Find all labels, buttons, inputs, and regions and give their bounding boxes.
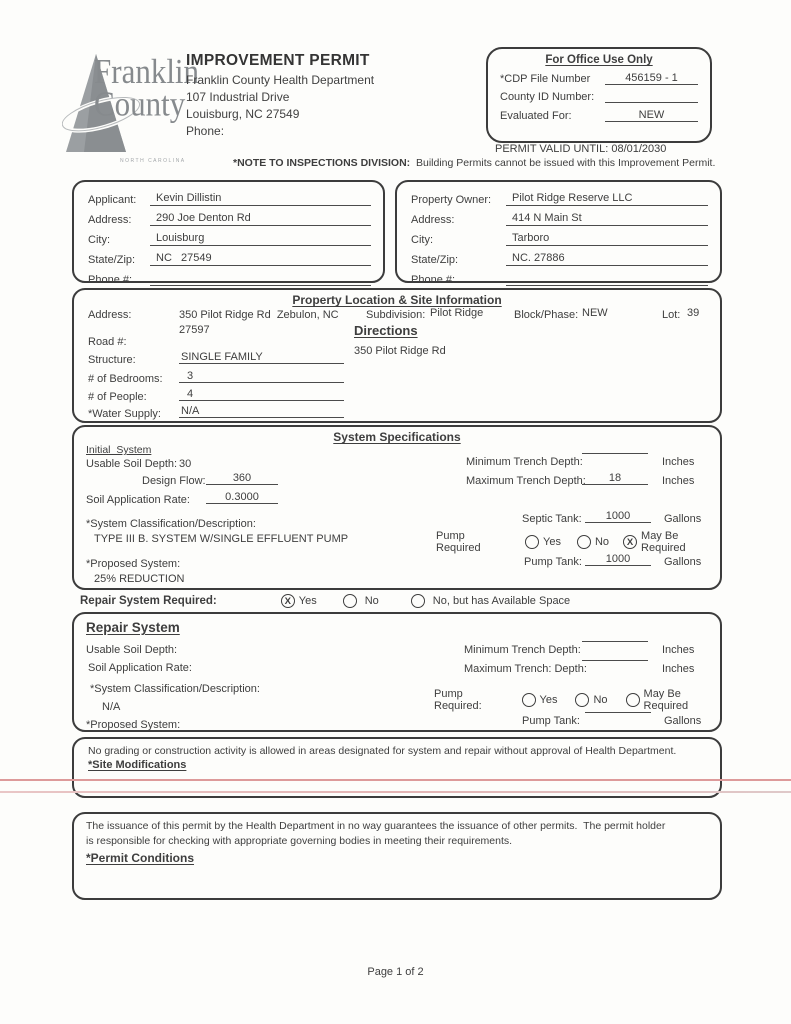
directions-title: Directions bbox=[354, 323, 418, 338]
water-supply-label: *Water Supply: bbox=[88, 408, 161, 420]
page-title: IMPROVEMENT PERMIT bbox=[186, 52, 370, 69]
owner-name-row bbox=[411, 192, 708, 206]
subdivision-label: Subdivision: bbox=[366, 309, 426, 321]
page-number: Page 1 of 2 bbox=[367, 966, 424, 978]
site-modifications-note: No grading or construction activity is allowed in areas designated for system and repair without approval of Health Department. bbox=[88, 745, 677, 757]
directions-value: 350 Pilot Ridge Rd bbox=[354, 345, 446, 357]
property-owner-box bbox=[395, 180, 722, 286]
system-classification-value: TYPE III B. SYSTEM W/SINGLE EFFLUENT PUMP bbox=[94, 533, 349, 545]
repair-classification-value: N/A bbox=[102, 701, 121, 713]
applicant-city-value: Louisburg bbox=[150, 232, 371, 246]
water-supply-value: N/A bbox=[179, 405, 344, 418]
location-section-title: Property Location & Site Information bbox=[292, 293, 502, 307]
inspections-note-text: Building Permits cannot be issued with this Improvement Permit. bbox=[410, 157, 716, 169]
site-modifications-title: *Site Modifications bbox=[88, 759, 187, 771]
min-trench-depth-value bbox=[582, 453, 648, 454]
repair-required-yes-radio bbox=[281, 594, 295, 608]
repair-required-label: Repair System Required: bbox=[80, 595, 217, 607]
header-title-block bbox=[186, 52, 374, 138]
min-trench-depth-label: Minimum Trench Depth: bbox=[466, 456, 583, 468]
pump-maybe-radio bbox=[623, 535, 637, 549]
soil-application-rate-value: 0.3000 bbox=[206, 491, 278, 504]
applicant-phone-row bbox=[88, 272, 371, 286]
inspections-note-bold: *NOTE TO INSPECTIONS DIVISION: bbox=[233, 157, 411, 169]
septic-gallons-unit: Gallons bbox=[664, 513, 702, 525]
subdivision-value: Pilot Ridge bbox=[430, 307, 484, 319]
property-location-box bbox=[72, 288, 722, 423]
design-flow-value: 360 bbox=[206, 472, 278, 485]
pump-tank-label: Pump Tank: bbox=[524, 556, 582, 568]
initial-system-label: Initial System bbox=[86, 444, 152, 456]
septic-tank-label: Septic Tank: bbox=[522, 513, 582, 525]
pump-yes-radio bbox=[525, 535, 539, 549]
permit-conditions-note2: is responsible for checking with appropriate governing bodies in meeting their requirements. bbox=[86, 835, 513, 847]
pump-no-radio bbox=[577, 535, 591, 549]
applicant-box bbox=[72, 180, 385, 286]
permit-conditions-box bbox=[72, 812, 722, 900]
repair-pump-yes-label: Yes bbox=[539, 694, 558, 706]
block-phase-label: Block/Phase: bbox=[514, 309, 579, 321]
inspections-note bbox=[233, 157, 715, 169]
repair-system-title: Repair System bbox=[86, 620, 180, 635]
applicant-phone-label: Phone #: bbox=[88, 274, 133, 286]
owner-phone-label: Phone #: bbox=[411, 274, 456, 286]
repair-pump-yes-radio bbox=[522, 693, 536, 707]
repair-pump-tank-label: Pump Tank: bbox=[522, 715, 580, 727]
bedrooms-value: 3 bbox=[179, 370, 344, 383]
repair-system-required-row bbox=[80, 594, 570, 608]
applicant-city-label: City: bbox=[88, 234, 110, 246]
repair-required-yes-label: Yes bbox=[298, 595, 317, 607]
owner-phone-value bbox=[506, 272, 708, 286]
proposed-system-value: 25% REDUCTION bbox=[94, 573, 185, 585]
structure-value: SINGLE FAMILY bbox=[179, 351, 344, 364]
pump-maybe-label: May Be Required bbox=[641, 530, 686, 554]
lot-label: Lot: bbox=[662, 309, 681, 321]
repair-pump-required-label: Pump Required: bbox=[434, 688, 482, 712]
repair-pump-maybe-label: May Be Required bbox=[643, 688, 689, 712]
repair-required-space-label: No, but has Available Space bbox=[432, 595, 571, 607]
location-address-value-line2: 27597 bbox=[179, 324, 210, 336]
people-label: # of People: bbox=[88, 391, 147, 403]
repair-system-box bbox=[72, 612, 722, 732]
repair-max-trench-inches: Inches bbox=[662, 663, 695, 675]
repair-min-trench-label: Minimum Trench Depth: bbox=[464, 644, 581, 656]
department-address-line2: Louisburg, NC 27549 bbox=[186, 107, 300, 121]
repair-pump-tank-gallons: Gallons bbox=[664, 715, 702, 727]
pump-no-label: No bbox=[594, 536, 610, 548]
applicant-address-value: 290 Joe Denton Rd bbox=[150, 212, 371, 226]
owner-statezip-label: State/Zip: bbox=[411, 254, 459, 266]
pump-required-row bbox=[436, 530, 720, 554]
applicant-statezip-row bbox=[88, 252, 371, 266]
evaluated-for-label: Evaluated For: bbox=[500, 110, 572, 122]
logo-subtext: NORTH CAROLINA bbox=[120, 158, 186, 164]
applicant-name-row bbox=[88, 192, 371, 206]
franklin-county-logo bbox=[62, 48, 202, 166]
road-number-label: Road #: bbox=[88, 336, 127, 348]
repair-proposed-system-label: *Proposed System: bbox=[86, 719, 181, 731]
pump-yes-label: Yes bbox=[543, 536, 561, 548]
logo-word-franklin: Franklin bbox=[94, 51, 200, 91]
owner-statezip-value: NC. 27886 bbox=[506, 252, 708, 266]
permit-valid-until: PERMIT VALID UNTIL: 08/01/2030 bbox=[495, 143, 667, 155]
block-phase-value: NEW bbox=[582, 307, 608, 319]
min-trench-inches-unit: Inches bbox=[662, 456, 695, 468]
system-classification-label: *System Classification/Description: bbox=[86, 518, 256, 530]
system-specifications-box bbox=[72, 425, 722, 590]
proposed-system-label: *Proposed System: bbox=[86, 558, 181, 570]
department-address-line1: 107 Industrial Drive bbox=[186, 90, 290, 104]
repair-pump-no-radio bbox=[575, 693, 589, 707]
logo-wordmark bbox=[94, 51, 200, 123]
owner-value: Pilot Ridge Reserve LLC bbox=[506, 192, 708, 206]
repair-min-trench-inches: Inches bbox=[662, 644, 695, 656]
system-specs-title: System Specifications bbox=[333, 430, 461, 444]
pump-required-label: Pump Required bbox=[436, 530, 481, 554]
repair-usable-soil-label: Usable Soil Depth: bbox=[86, 644, 178, 656]
repair-max-trench-label: Maximum Trench: Depth: bbox=[464, 663, 587, 675]
applicant-value: Kevin Dillistin bbox=[150, 192, 371, 206]
owner-statezip-row bbox=[411, 252, 708, 266]
owner-phone-row bbox=[411, 272, 708, 286]
repair-pump-tank-value bbox=[585, 712, 651, 713]
office-use-box bbox=[486, 47, 712, 143]
repair-pump-maybe-radio bbox=[626, 693, 640, 707]
repair-required-space-radio bbox=[411, 594, 425, 608]
permit-conditions-title: *Permit Conditions bbox=[86, 851, 195, 865]
evaluated-for-value: NEW bbox=[605, 109, 698, 122]
office-use-title: For Office Use Only bbox=[545, 54, 653, 66]
repair-max-trench-value bbox=[582, 660, 648, 661]
owner-city-row bbox=[411, 232, 708, 246]
repair-pump-no-label: No bbox=[593, 694, 608, 706]
county-id-value bbox=[605, 102, 698, 103]
max-trench-depth-label: Maximum Trench Depth: bbox=[466, 475, 586, 487]
owner-address-row bbox=[411, 212, 708, 226]
owner-city-label: City: bbox=[411, 234, 433, 246]
structure-label: Structure: bbox=[88, 354, 136, 366]
county-id-label: County ID Number: bbox=[500, 91, 595, 103]
applicant-statezip-value: NC 27549 bbox=[150, 252, 371, 266]
applicant-label: Applicant: bbox=[88, 194, 137, 206]
septic-tank-value: 1000 bbox=[585, 510, 651, 523]
people-value: 4 bbox=[179, 388, 344, 401]
repair-classification-label: *System Classification/Description: bbox=[90, 683, 260, 695]
bedrooms-label: # of Bedrooms: bbox=[88, 373, 163, 385]
owner-label: Property Owner: bbox=[411, 194, 492, 206]
repair-required-yes-mark: X bbox=[284, 595, 291, 607]
department-phone: Phone: bbox=[186, 124, 225, 138]
repair-required-no-label: No bbox=[364, 595, 379, 607]
cdp-file-row bbox=[500, 72, 698, 85]
repair-min-trench-value bbox=[582, 641, 648, 642]
department-name: Franklin County Health Department bbox=[186, 73, 375, 87]
applicant-address-row bbox=[88, 212, 371, 226]
max-trench-inches-unit: Inches bbox=[662, 475, 695, 487]
pump-maybe-mark: X bbox=[626, 536, 634, 548]
repair-required-no-radio bbox=[343, 594, 357, 608]
soil-application-rate-label: Soil Application Rate: bbox=[86, 494, 190, 506]
permit-conditions-note1: The issuance of this permit by the Health Department in no way guarantees the issuance of other permits. The permit holder bbox=[86, 820, 666, 832]
location-address-value: 350 Pilot Ridge Rd Zebulon, NC bbox=[179, 309, 339, 321]
usable-soil-depth-value: 30 bbox=[179, 458, 192, 470]
county-id-row bbox=[500, 91, 698, 103]
applicant-phone-value bbox=[150, 272, 371, 286]
usable-soil-depth-label: Usable Soil Depth: bbox=[86, 458, 178, 470]
owner-address-label: Address: bbox=[411, 214, 455, 226]
repair-pump-required-row bbox=[434, 688, 720, 712]
owner-address-value: 414 N Main St bbox=[506, 212, 708, 226]
location-address-label: Address: bbox=[88, 309, 132, 321]
repair-soil-rate-label: Soil Application Rate: bbox=[88, 662, 192, 674]
pump-tank-gallons-unit: Gallons bbox=[664, 556, 702, 568]
cdp-file-value: 456159 - 1 bbox=[605, 72, 698, 85]
applicant-address-label: Address: bbox=[88, 214, 132, 226]
design-flow-label: Design Flow: bbox=[142, 475, 206, 487]
site-modifications-box bbox=[72, 737, 722, 798]
evaluated-for-row bbox=[500, 109, 698, 122]
owner-city-value: Tarboro bbox=[506, 232, 708, 246]
max-trench-depth-value: 18 bbox=[582, 472, 648, 485]
lot-value: 39 bbox=[687, 307, 700, 319]
cdp-file-label: *CDP File Number bbox=[500, 73, 591, 85]
logo-word-county: County bbox=[94, 83, 186, 123]
applicant-city-row bbox=[88, 232, 371, 246]
applicant-statezip-label: State/Zip: bbox=[88, 254, 136, 266]
pump-tank-value: 1000 bbox=[585, 553, 651, 566]
